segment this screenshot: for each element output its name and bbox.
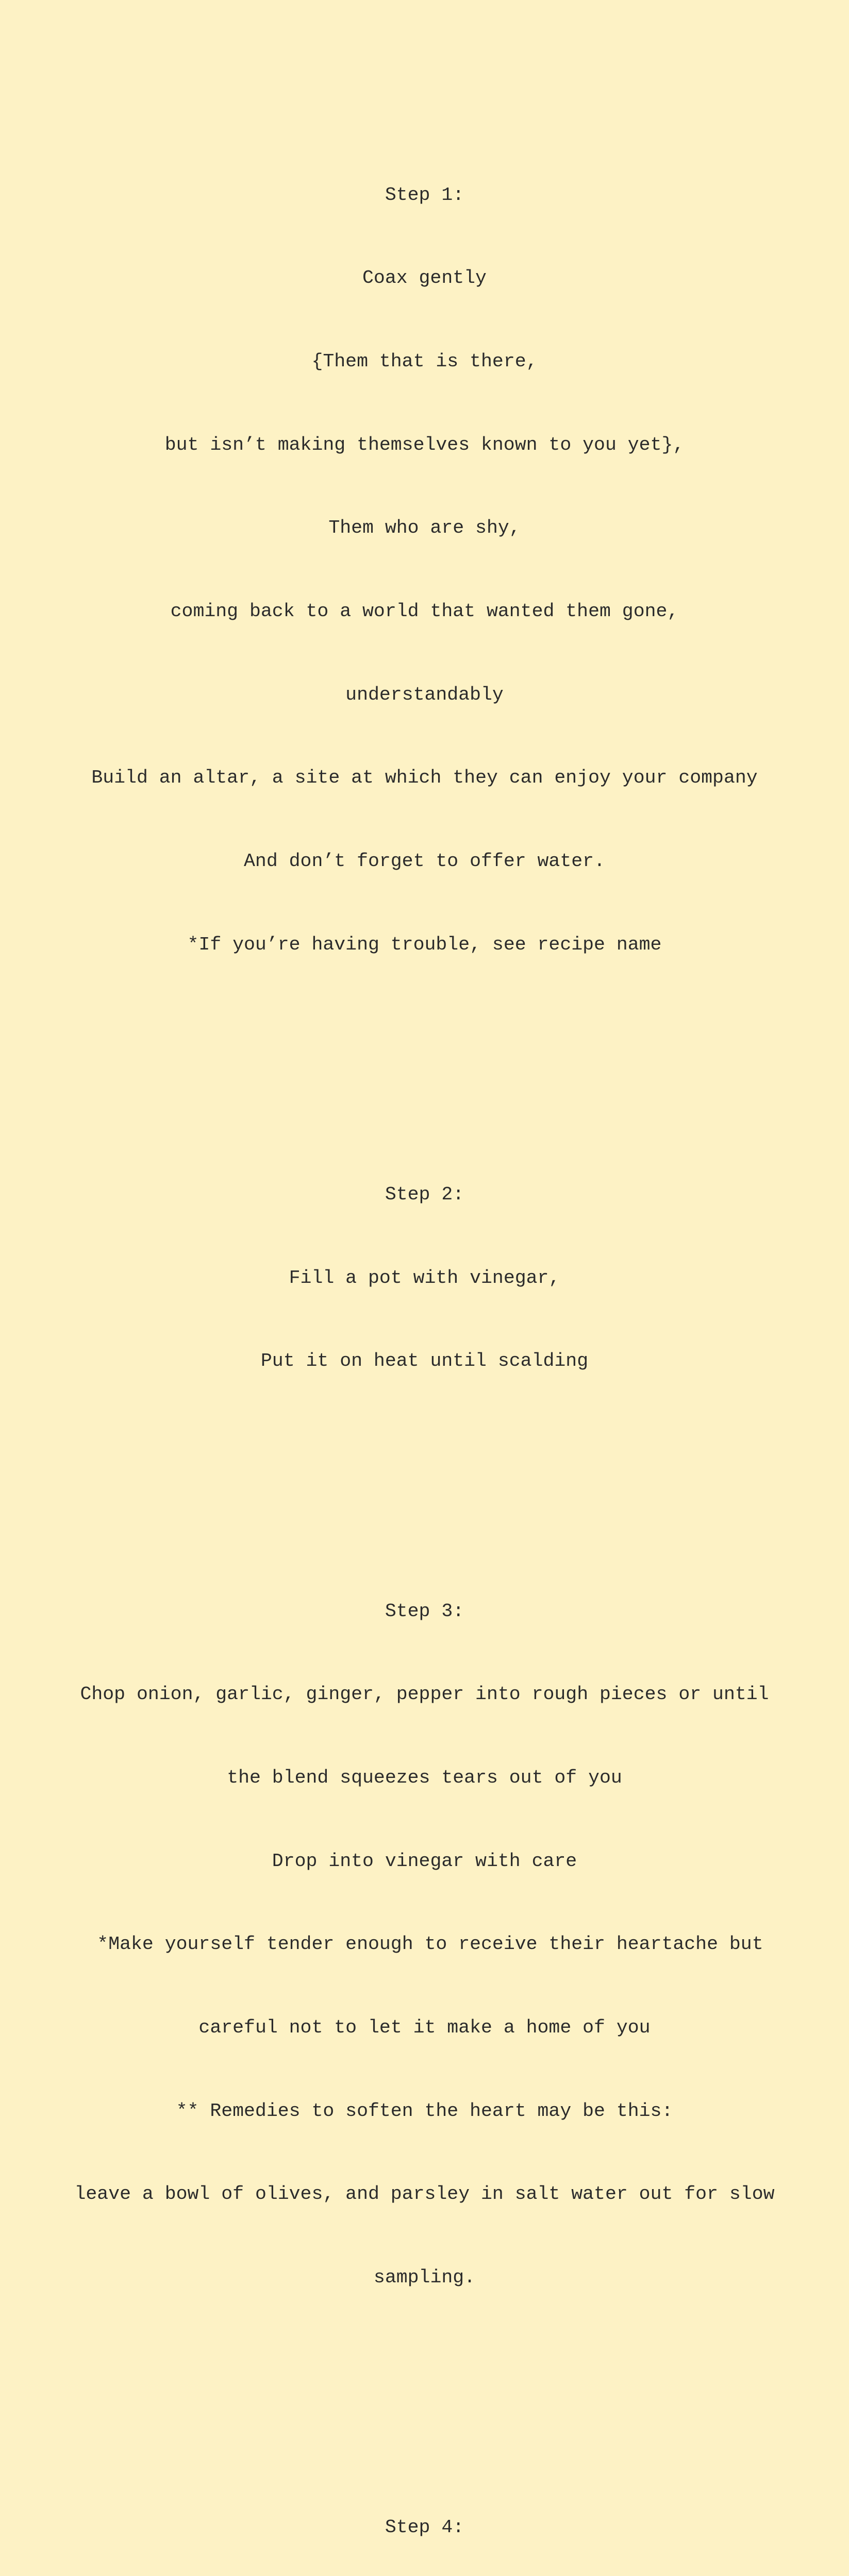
step-1-line: but isn’t making themselves known to you yet}, <box>164 434 685 455</box>
step-3-note: sampling. <box>373 2267 476 2289</box>
step-3-section <box>0 1542 849 2347</box>
recipe-document <box>0 42 849 2576</box>
step-1-heading: Step 1: <box>385 184 464 206</box>
step-1-line: coming back to a world that wanted them gone, <box>170 601 679 622</box>
step-2-line: Put it on heat until scalding <box>260 1350 589 1372</box>
step-3-line: Drop into vinegar with care <box>272 1850 577 1872</box>
step-3-line: the blend squeezes tears out of you <box>227 1767 622 1788</box>
step-2-line: Fill a pot with vinegar, <box>289 1267 560 1289</box>
step-3-note: leave a bowl of olives, and parsley in salt water out for slow <box>74 2183 775 2205</box>
step-4-section <box>0 2458 849 2576</box>
step-1-line: {Them that is there, <box>311 350 538 372</box>
step-3-heading: Step 3: <box>385 1600 464 1622</box>
step-3-note: ** Remedies to soften the heart may be this: <box>176 2100 673 2122</box>
step-1-line: Coax gently <box>362 267 487 289</box>
step-1-line: Them who are shy, <box>328 517 521 539</box>
step-4-heading: Step 4: <box>385 2517 464 2538</box>
step-1-note: *If you’re having trouble, see recipe name <box>187 934 662 955</box>
step-3-line: Chop onion, garlic, ginger, pepper into rough pieces or until <box>80 1684 769 1705</box>
step-1-section <box>0 126 849 1014</box>
step-3-note: *Make yourself tender enough to receive their heartache but <box>86 1934 763 1955</box>
step-1-line: And don’t forget to offer water. <box>244 851 605 872</box>
step-1-line: Build an altar, a site at which they can enjoy your company <box>91 767 758 789</box>
step-1-line: understandably <box>345 684 504 705</box>
step-2-section <box>0 1125 849 1431</box>
step-3-note: careful not to let it make a home of you <box>198 2017 651 2039</box>
step-2-heading: Step 2: <box>385 1183 464 1205</box>
